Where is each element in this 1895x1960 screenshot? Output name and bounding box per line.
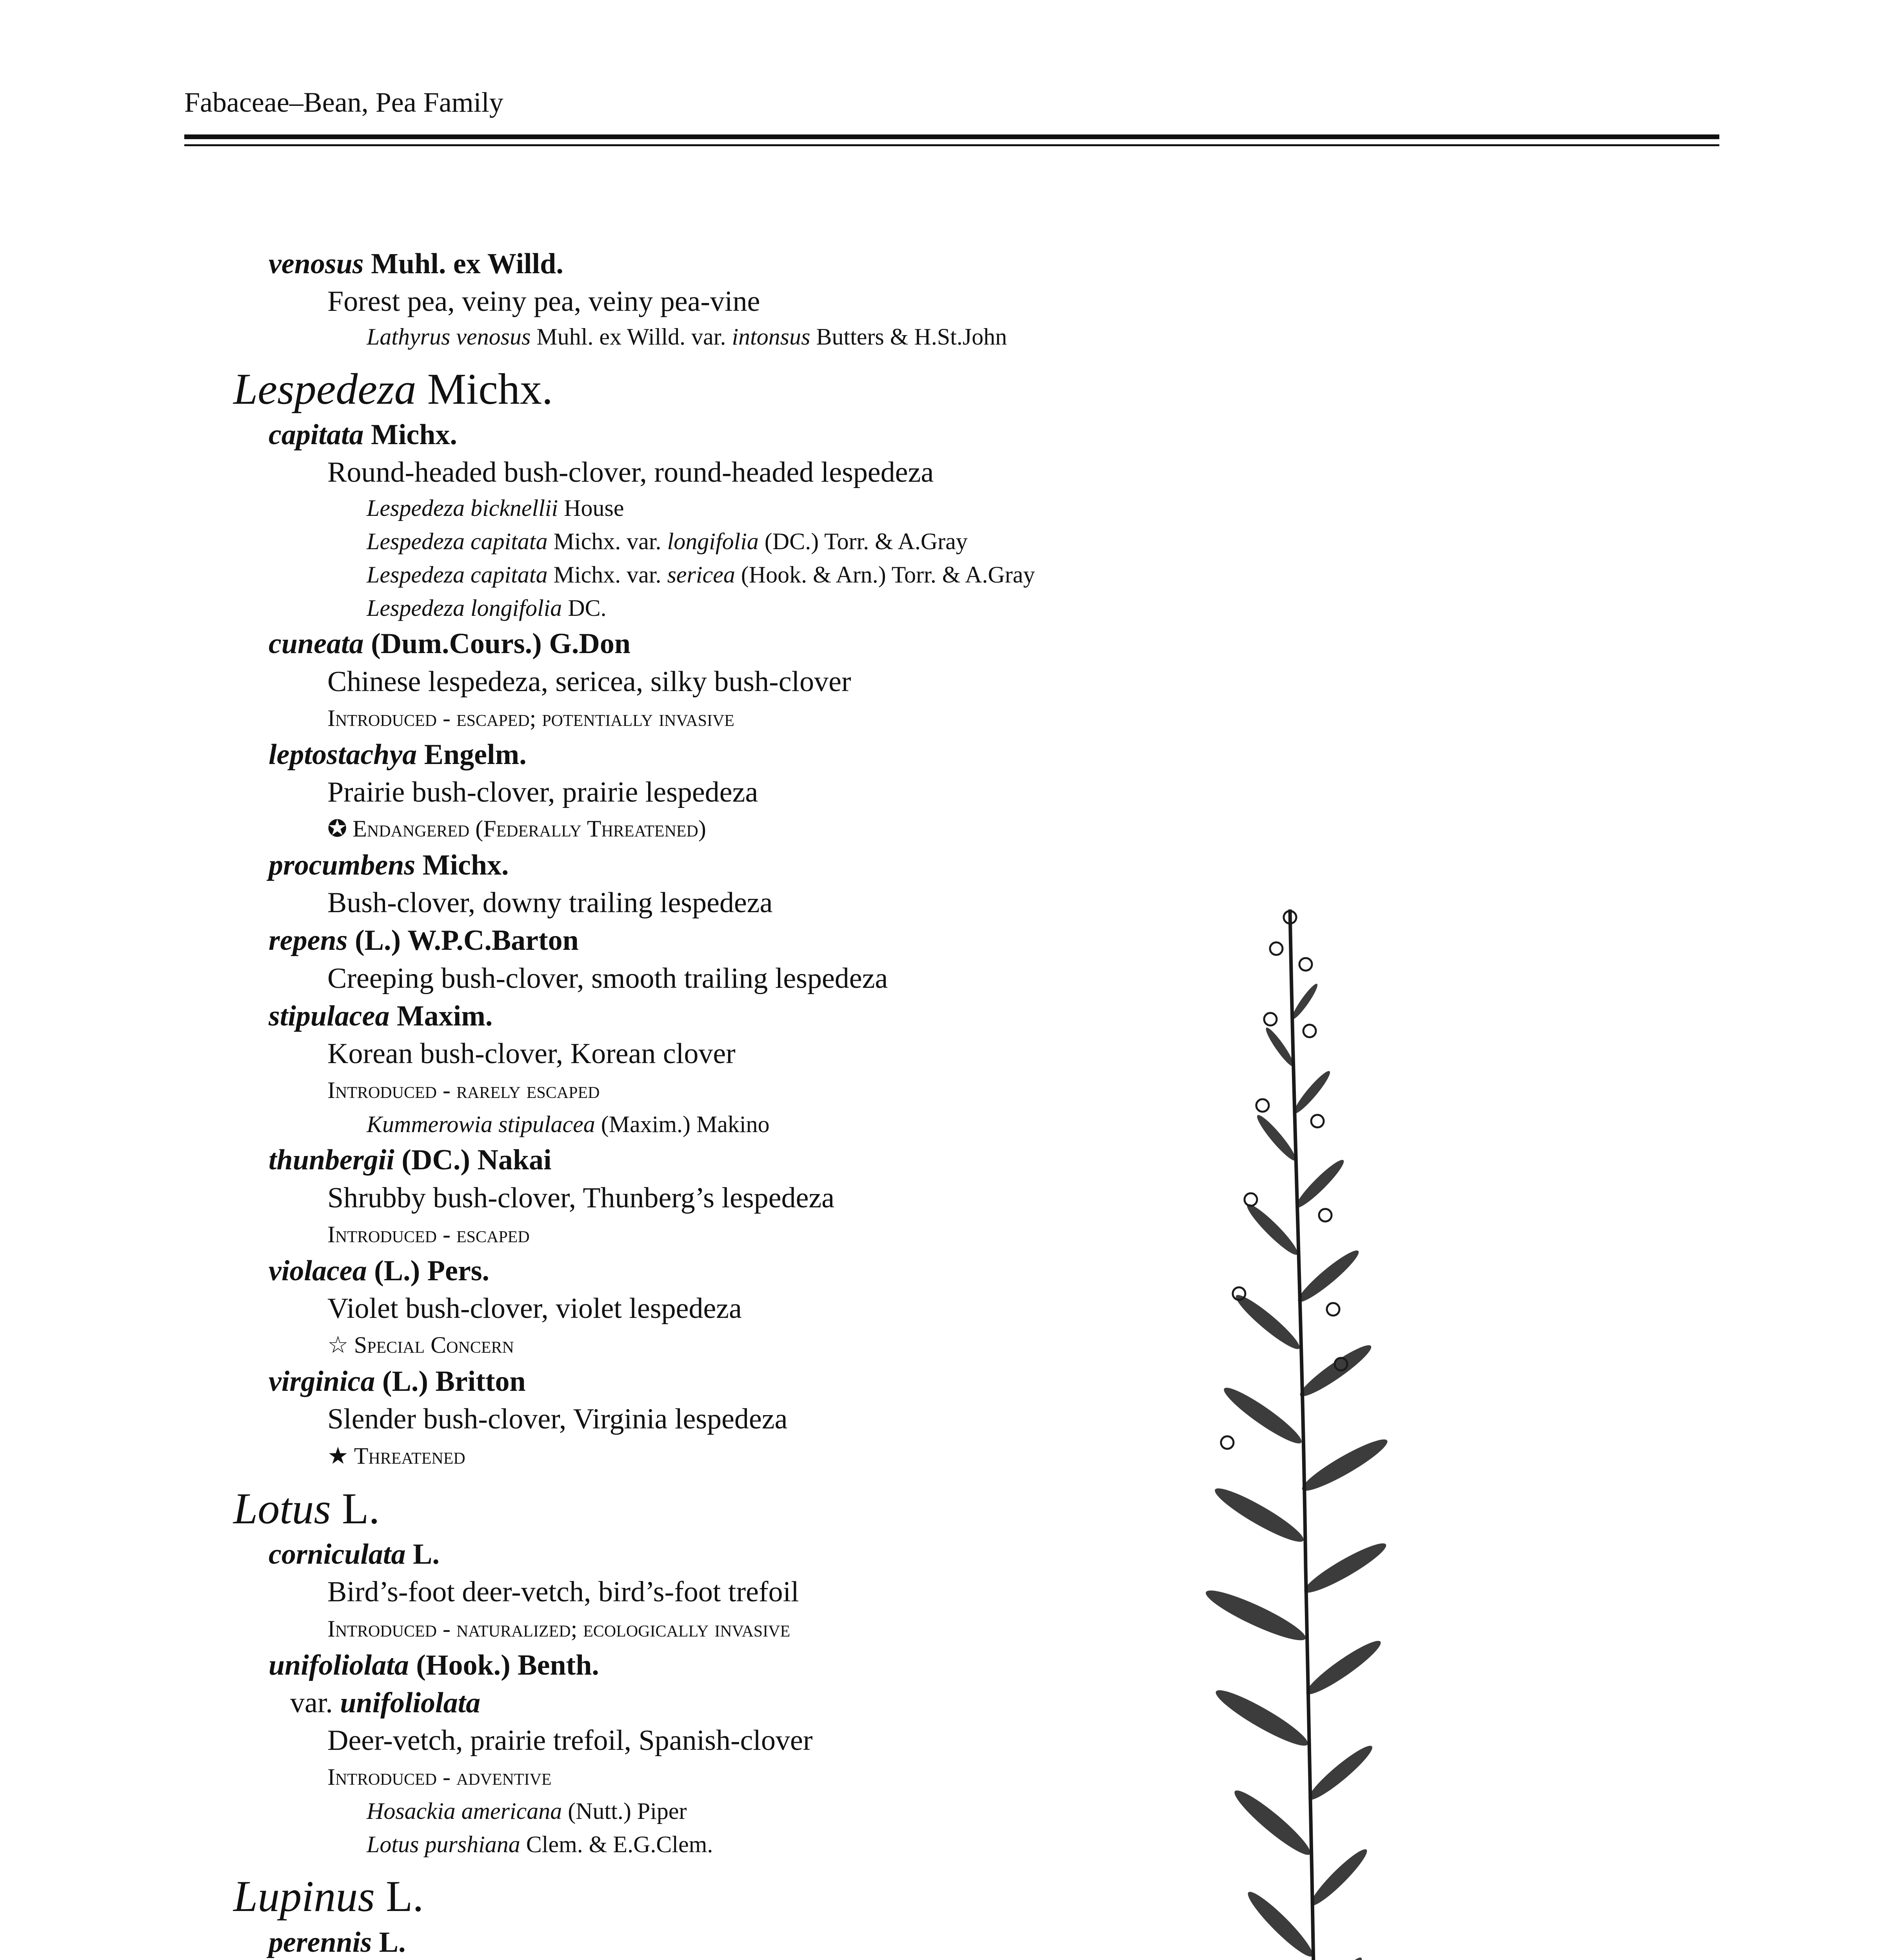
plant-leaf [1202,1583,1310,1648]
common-name: Korean bush-clover, Korean clover [327,1038,736,1070]
plant-leaf [1304,1741,1377,1805]
flower-bud [1264,1013,1277,1025]
synonym: Hosackia americana (Nutt.) Piper [367,1798,687,1824]
species-entry: capitata Michx. [269,419,457,451]
plant-leaf [1289,982,1320,1021]
species-entry: virginica (L.) Britton [269,1365,526,1398]
species-entry: violacea (L.) Pers. [269,1254,489,1287]
plant-leaf [1296,1340,1375,1402]
common-name: Chinese lespedeza, sericea, silky bush-clover [327,665,851,698]
plant-leaf [1243,1887,1318,1960]
species-entry: venosus Muhl. ex Willd. [269,248,563,280]
species-entry: cuneata (Dum.Cours.) G.Don [269,628,630,660]
species-entry: stipulacea Maxim. [269,1000,493,1032]
status-note: Introduced - escaped [327,1221,530,1247]
common-name: Forest pea, veiny pea, veiny pea-vine [327,285,760,318]
header-rule-thin [184,144,1719,146]
plant-leaf [1292,1156,1348,1212]
common-name: Deer-vetch, prairie trefoil, Spanish-clover [327,1724,813,1757]
plant-drawing [1202,909,1392,1960]
genus-heading: Lupinus L. [233,1872,424,1921]
plant-leaf [1298,1433,1392,1497]
species-entry: procumbens Michx. [269,849,509,882]
special-concern-star-icon: ☆ [327,1332,349,1358]
plant-leaf [1306,1845,1372,1910]
plant-leaf [1210,1482,1308,1549]
species-entry: perennis L. [269,1926,406,1959]
plant-leaf [1254,1112,1299,1163]
common-name: Bird’s-foot deer-vetch, bird’s-foot trefoil [327,1576,799,1608]
plant-illustration [1121,902,1435,1960]
variety-entry: var. unifoliolata [290,1686,481,1719]
common-name: Prairie bush-clover, prairie lespedeza [327,776,758,808]
species-entry: thunbergii (DC.) Nakai [269,1144,552,1176]
plant-leaf [1290,1068,1333,1116]
status-note: ★ Threatened [327,1443,465,1469]
flower-bud [1327,1303,1339,1316]
flower-bud [1270,942,1283,955]
status-note: Introduced - adventive [327,1764,552,1790]
synonym: Lespedeza capitata Michx. var. longifolia (DC.) Torr. & A.Gray [367,528,968,554]
plant-leaf [1294,1246,1363,1307]
common-name: Slender bush-clover, Virginia lespedeza [327,1403,788,1436]
species-entry: repens (L.) W.P.C.Barton [269,924,579,957]
flower-bud [1303,1025,1316,1037]
species-entry: leptostachya Engelm. [269,738,527,771]
common-name: Bush-clover, downy trailing lespedeza [327,887,773,919]
species-entry: unifoliolata (Hook.) Benth. [269,1649,599,1681]
common-name: Creeping bush-clover, smooth trailing lespedeza [327,962,888,995]
synonym: Lotus purshiana Clem. & E.G.Clem. [367,1831,713,1858]
status-note: Introduced - escaped; potentially invasive [327,705,734,731]
threatened-star-icon: ★ [327,1443,349,1469]
status-note: ✪ Endangered (Federally Threatened) [327,816,706,842]
species-list [223,245,1196,1960]
synonym: Lespedeza capitata Michx. var. sericea (Hook. & Arn.) Torr. & A.Gray [367,561,1035,588]
species-entry: corniculata L. [269,1538,440,1571]
synonym: Lathyrus venosus Muhl. ex Willd. var. intonsus Butters & H.St.John [367,324,1007,350]
genus-heading: Lespedeza Michx. [233,365,553,414]
plant-leaf [1308,1953,1366,1960]
flower-bud [1256,1099,1269,1112]
flower-bud [1299,958,1312,971]
plant-leaf [1300,1537,1390,1599]
synonym: Lespedeza bicknellii House [367,495,624,521]
synonym: Lespedeza longifolia DC. [367,595,607,621]
status-note: Introduced - rarely escaped [327,1077,600,1103]
status-note: Introduced - naturalized; ecologically invasive [327,1615,790,1642]
plant-leaf [1302,1635,1385,1700]
genus-heading: Lotus L. [233,1484,380,1533]
synonym: Kummerowia stipulacea (Maxim.) Makino [367,1111,770,1138]
common-name: Shrubby bush-clover, Thunberg’s lespedeza [327,1181,835,1214]
running-header: Fabaceae–Bean, Pea Family [184,87,503,118]
status-note: ☆ Special Concern [327,1332,514,1358]
common-name: Round-headed bush-clover, round-headed lespedeza [327,456,934,489]
flower-bud [1221,1436,1234,1449]
flower-bud [1319,1209,1332,1221]
plant-leaf [1211,1683,1312,1753]
common-name: Violet bush-clover, violet lespedeza [327,1292,742,1325]
flower-bud [1311,1115,1324,1127]
endangered-symbol-icon: ✪ [327,816,347,842]
plant-leaf [1243,1200,1302,1259]
header-rule-thick [184,134,1719,139]
plant-leaf [1229,1784,1315,1861]
flower-bud [1245,1193,1257,1206]
